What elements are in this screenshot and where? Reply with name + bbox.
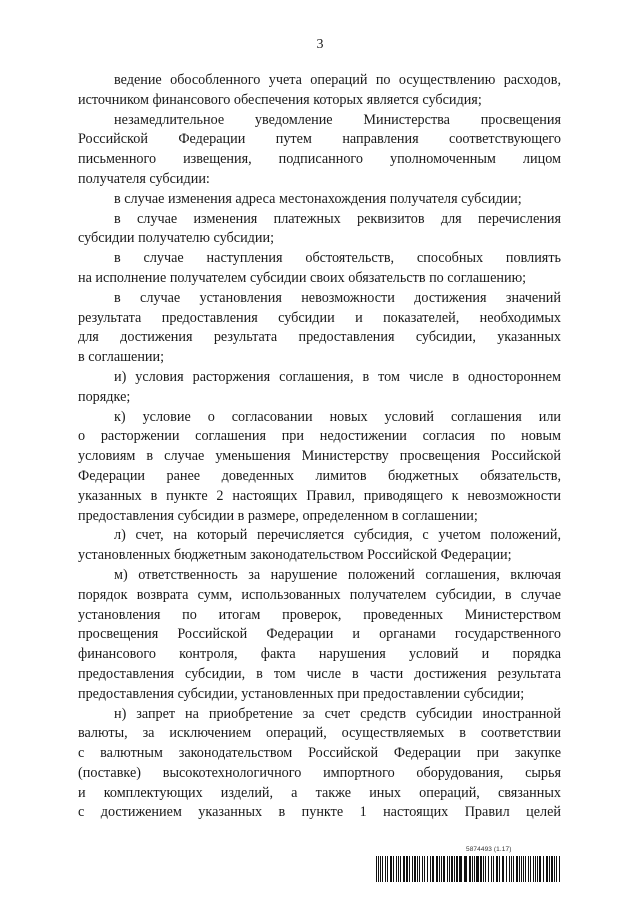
text-line: л) счет, на который перечисляется субсидия, с учетом положений,: [114, 527, 561, 544]
text-line: источником финансового обеспечения которых является субсидия;: [78, 91, 482, 108]
text-line: незамедлительное уведомление Министерства просвещения: [114, 111, 561, 128]
text-line: указанных в пункте 2 настоящих Правил, приводящего к невозможности: [78, 487, 561, 504]
text-line: в соглашении;: [78, 349, 165, 366]
text-line: финансового контроля, факта нарушения условий и порядка: [78, 646, 561, 663]
text-line: Российской Федерации путем направления соответствующего: [78, 131, 561, 148]
text-line: о расторжении соглашения при недостижении согласия по новым: [78, 428, 561, 445]
barcode: [376, 856, 561, 882]
text-line: субсидии получателю субсидии;: [78, 230, 275, 247]
text-line: предоставления субсидии, установленных при предоставлении субсидии;: [78, 685, 525, 702]
text-line: установленных бюджетным законодательством Российской Федерации;: [78, 547, 512, 564]
text-line: результата предоставления субсидии и показателей, необходимых: [78, 309, 561, 326]
text-line: Федерации ранее доведенных лимитов бюджетных обязательств,: [78, 467, 561, 484]
text-line: порядок возврата сумм, использованных получателем субсидии, в случае: [78, 586, 561, 603]
text-line: м) ответственность за нарушение положений соглашения, включая: [114, 566, 561, 583]
text-line: с достижением указанных в пункте 1 настоящих Правил целей: [78, 804, 561, 821]
text-line: порядке;: [78, 388, 131, 405]
text-line: установления по итогам проверок, проведенных Министерством: [78, 606, 561, 623]
text-line: валюты, за исключением операций, осуществляемых в соответствии: [78, 725, 561, 742]
text-line: письменного извещения, подписанного уполномоченным лицом: [78, 151, 561, 168]
document-body: [78, 71, 561, 823]
text-line: н) запрет на приобретение за счет средств субсидии иностранной: [114, 705, 561, 722]
text-line: к) условие о согласовании новых условий соглашения или: [114, 408, 561, 425]
text-line: и) условия расторжения соглашения, в том числе в одностороннем: [114, 368, 561, 385]
text-line: предоставления субсидии, в том числе в части достижения результата: [78, 665, 561, 682]
text-line: на исполнение получателем субсидии своих обязательств по соглашению;: [78, 269, 527, 286]
page-number: 3: [316, 37, 324, 52]
document-code: 5874493 (1.17): [466, 846, 512, 853]
text-line: предоставления субсидии в размере, определенном в соглашении;: [78, 507, 478, 524]
text-line: в случае изменения платежных реквизитов для перечисления: [114, 210, 561, 227]
text-line: в случае наступления обстоятельств, способных повлиять: [114, 250, 561, 267]
text-line: для достижения результата предоставления субсидии, указанных: [78, 329, 561, 346]
text-line: получателя субсидии:: [78, 170, 210, 187]
text-line: (поставке) высокотехнологичного импортного оборудования, сырья: [78, 764, 561, 781]
text-line: и комплектующих изделий, а также иных операций, связанных: [78, 784, 561, 801]
text-line: в случае изменения адреса местонахождения получателя субсидии;: [114, 190, 522, 207]
text-line: с валютным законодательством Российской Федерации при закупке: [78, 745, 561, 762]
text-line: ведение обособленного учета операций по осуществлению расходов,: [114, 72, 561, 88]
text-line: условиям в случае уменьшения Министерству просвещения Российской: [78, 448, 561, 465]
text-line: просвещения Российской Федерации и органами государственного: [78, 626, 561, 643]
text-line: в случае установления невозможности достижения значений: [114, 289, 561, 306]
